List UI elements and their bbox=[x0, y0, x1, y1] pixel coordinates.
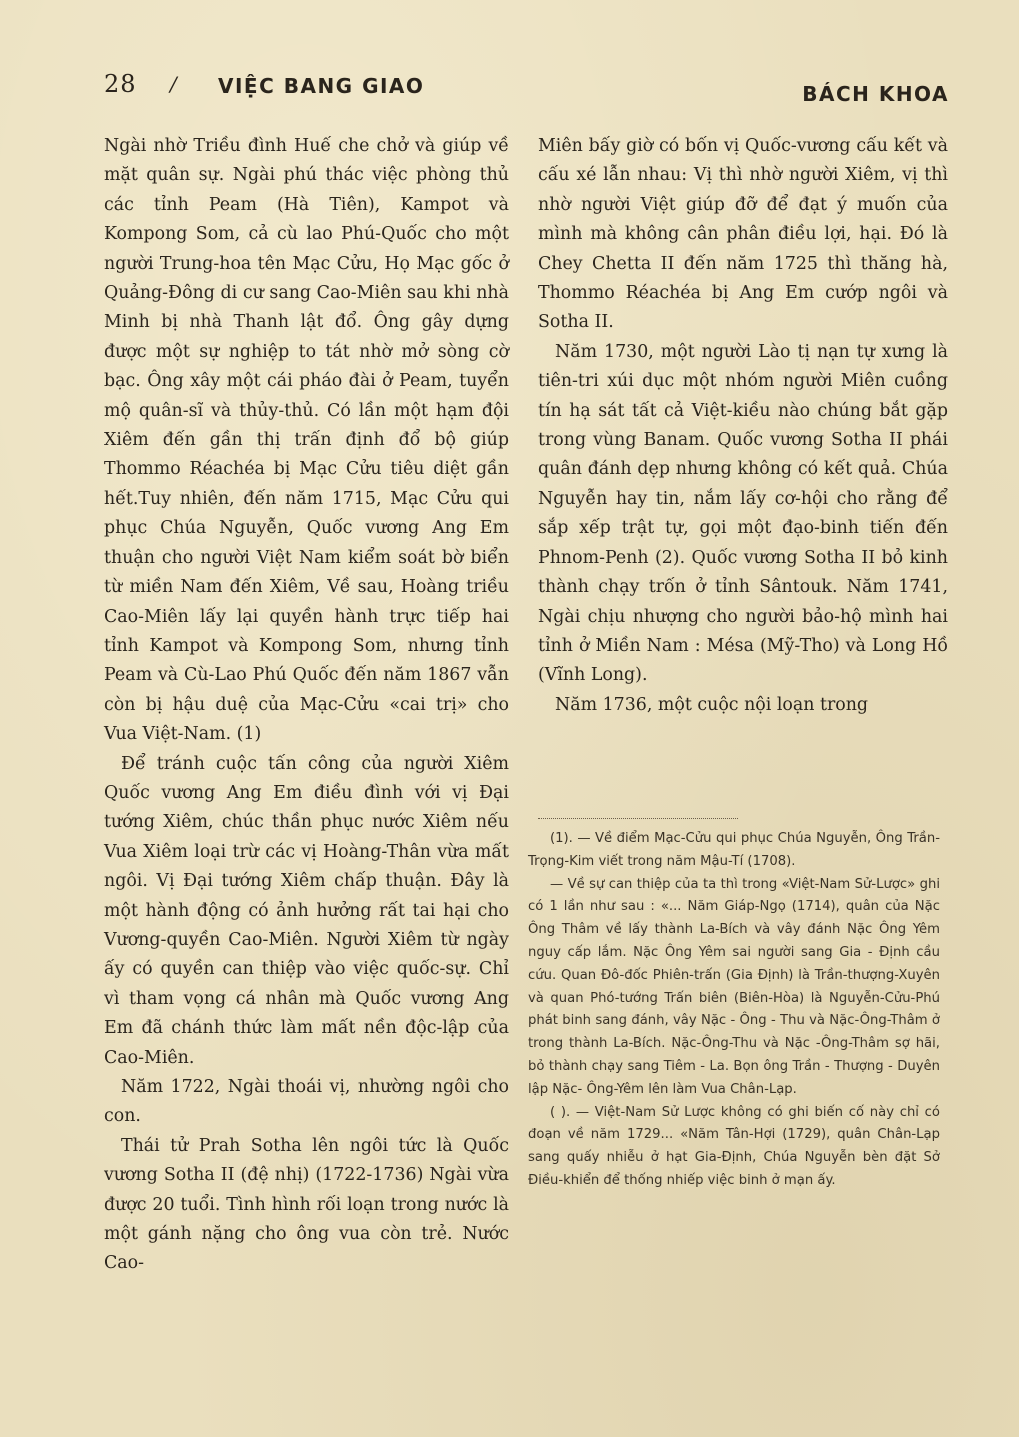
paragraph: Năm 1722, Ngài thoái vị, nhường ngôi cho con. bbox=[104, 1077, 509, 1127]
paragraph: Năm 1730, một người Lào tị nạn tự xưng là tiên-tri xúi dục một nhóm người Miên cuồng tín hạ sát tất cả Việt-kiều nào chúng bắt gặp trong vùng Banam. Quốc vương Sotha II phái quân đánh dẹp nhưng không có kết quả. Chúa Nguyễn hay tin, nắm lấy cơ-hội cho rằng để sắp xếp trật tự, gọi một đạo-binh tiến đến Phnom-Penh (2). Quốc vương Sotha II bỏ kinh thành chạy trốn ở tỉnh Sântouk. Năm 1741, Ngài chịu nhượng cho người bảo-hộ mình hai tỉnh ở Miền Nam : Mésa (Mỹ-Tho) và Long Hồ (Vĩnh Long). bbox=[538, 341, 948, 686]
paragraph: Ngài nhờ Triều đình Huế che chở và giúp về mặt quân sự. Ngài phú thác việc phòng thủ các tỉnh Peam (Hà Tiên), Kampot và Kompong Som, cả cù lao Phú-Quốc cho một người Trung-hoa tên Mạc Cửu, Họ Mạc gốc ở Quảng-Đông di cư sang Cao-Miên sau khi nhà Minh bị nhà Thanh lật đổ. Ông gây dựng được một sự nghiệp to tát nhờ mở sòng cờ bạc. Ông xây một cái pháo đài ở Peam, tuyển mộ quân-sĩ và thủy-thủ. Có lần một hạm đội Xiêm đến gần thị trấn định đổ bộ giúp Thommo Réachéa bị Mạc Cửu tiêu diệt gần hết.Tuy nhiên, đến năm 1715, Mạc Cửu qui phục Chúa Nguyễn, Quốc vương Ang Em thuận cho người Việt Nam kiểm soát bờ biển từ miền Nam đến Xiêm, Về sau, Hoàng triều Cao-Miên lấy lại quyền hành trực tiếp hai tỉnh Kampot và Kompong Som, nhưng tỉnh Peam và Cù-Lao Phú Quốc đến năm 1867 vẫn còn bị hậu duệ của Mạc-Cửu «cai trị» cho Vua Việt-Nam. (1) bbox=[104, 136, 509, 745]
right-column bbox=[538, 132, 948, 720]
paragraph: Thái tử Prah Sotha lên ngôi tức là Quốc vương Sotha II (đệ nhị) (1722-1736) Ngài vừa được 20 tuổi. Tình hình rối loạn trong nước là một gánh nặng cho ông vua còn trẻ. Nước Cao- bbox=[104, 1135, 509, 1274]
paragraph: Miên bấy giờ có bốn vị Quốc-vương cấu kết và cấu xé lẫn nhau: Vị thì nhờ người Xiêm, vị thì nhờ người Việt giúp đỡ để đạt ý muốn của mình mà không cân phân điều lợi, hại. Đó là Chey Chetta II đến năm 1725 thì thăng hà, Thommo Réachéa bị Ang Em cướp ngôi và Sotha II. bbox=[538, 136, 948, 333]
page-header bbox=[104, 68, 949, 108]
header-separator: / bbox=[170, 72, 177, 96]
left-column bbox=[104, 132, 509, 1279]
paragraph: Năm 1736, một cuộc nội loạn trong bbox=[555, 694, 869, 715]
page-number: 28 bbox=[104, 70, 137, 98]
footnote: (1). — Về điểm Mạc-Cửu qui phục Chúa Nguyễn, Ông Trần-Trọng-Kim viết trong năm Mậu-Tí (1708). bbox=[528, 831, 940, 869]
paragraph: Để tránh cuộc tấn công của người Xiêm Quốc vương Ang Em điều đình với vị Đại tướng Xiêm, chúc thần phục nước Xiêm nếu Vua Xiêm loại trừ các vị Hoàng-Thân vừa mất ngôi. Vị Đại tướng Xiêm chấp thuận. Đây là một hành động có ảnh hưởng rất tai hại cho Vương-quyền Cao-Miên. Người Xiêm từ ngày ấy có quyền can thiệp vào việc quốc-sự. Chỉ vì tham vọng cá nhân mà Quốc vương Ang Em đã chánh thức làm mất nền độc-lập của Cao-Miên. bbox=[104, 753, 509, 1068]
footnotes bbox=[528, 828, 940, 1193]
section-title: VIỆC BANG GIAO bbox=[218, 74, 425, 98]
magazine-name: BÁCH KHOA bbox=[802, 82, 949, 106]
footnote-divider bbox=[538, 818, 738, 819]
footnote: ( ). — Việt-Nam Sử Lược không có ghi biến cố này chỉ có đoạn về năm 1729... «Năm Tân-Hợi (1729), quân Chân-Lạp sang quấy nhiễu ở hạt Gia-Định, Chúa Nguyễn bèn đặt Sở Điều-khiển để thống nhiếp việc binh ở mạn ấy. bbox=[528, 1104, 940, 1188]
footnote: — Về sự can thiệp của ta thì trong «Việt-Nam Sử-Lược» ghi có 1 lần như sau : «... Năm Giáp-Ngọ (1714), quân của Nặc Ông Thâm về lấy thành La-Bích và vây đánh Nặc Ông Yêm nguy cấp lắm. Nặc Ông Yêm sai người sang Gia - Định cầu cứu. Quan Đô-đốc Phiên-trấn (Gia Định) là Trần-thượng-Xuyên và quan Phó-tướng Trấn biên (Biên-Hòa) là Nguyễn-Cửu-Phú phát binh sang đánh, vây Nặc - Ông - Thu và Nặc-Ông-Thâm ở trong thành La-Bích. Nặc-Ông-Thu và Nặc -Ông-Thâm sợ hãi, bỏ thành chạy sang Tiêm - La. Bọn ông Trần - Thượng - Duyên lập Nặc- Ông-Yêm lên làm Vua Chân-Lạp. bbox=[528, 876, 940, 1097]
